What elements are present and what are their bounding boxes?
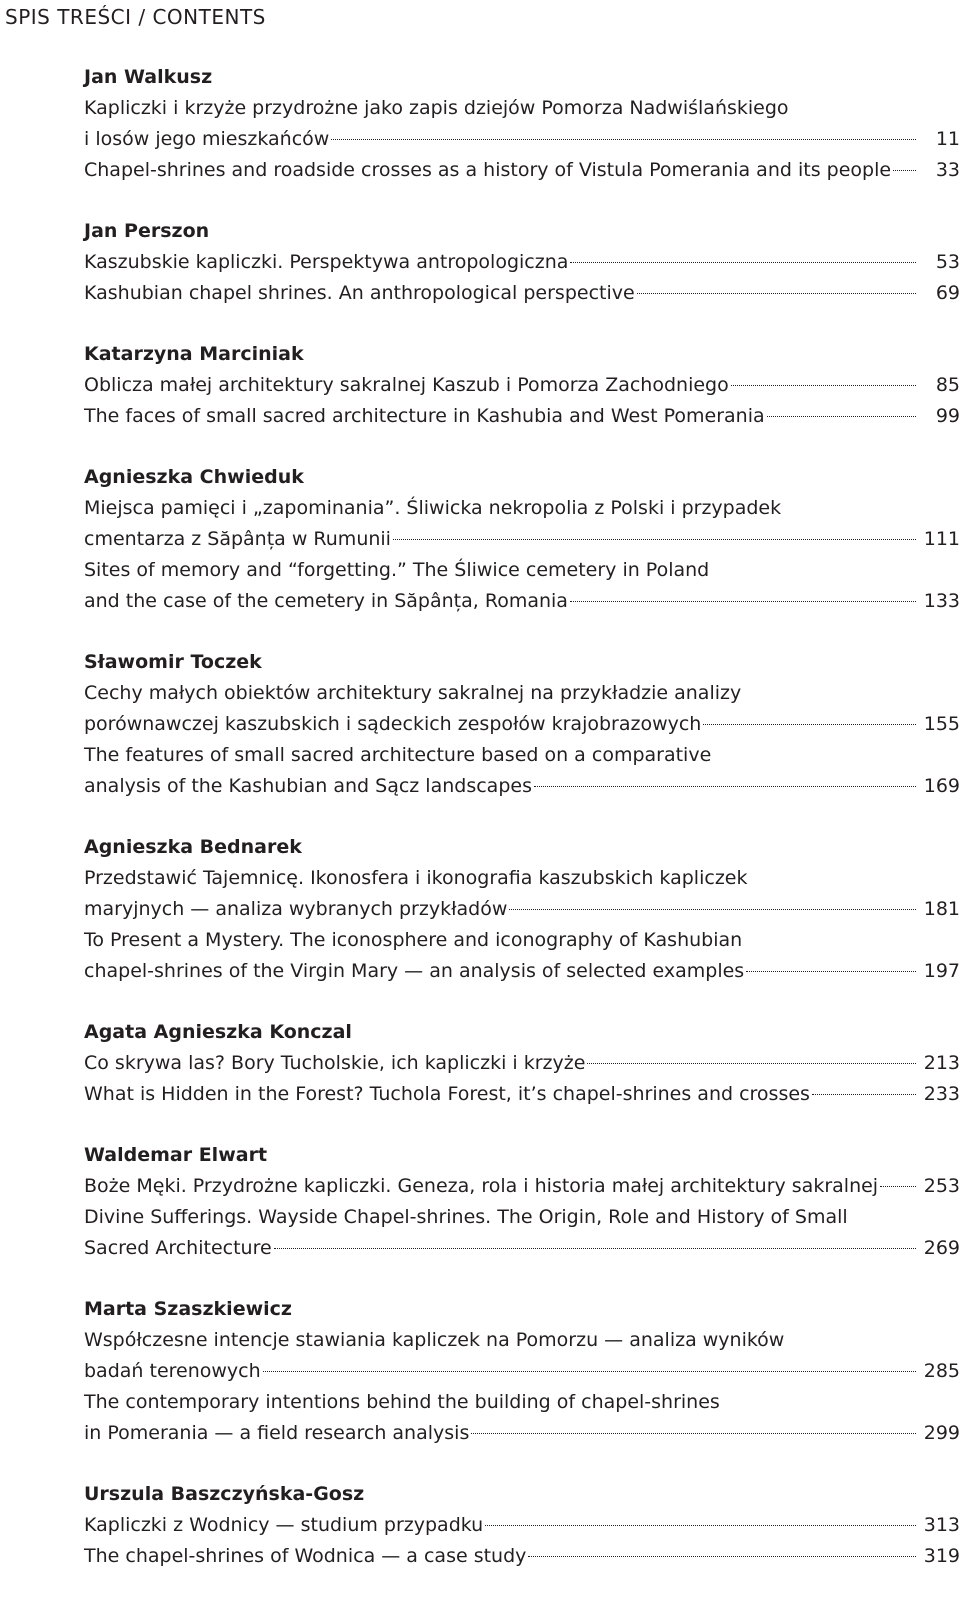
entry-title-text: analysis of the Kashubian and Sącz landscapes [84, 775, 532, 797]
page-number: 233 [923, 1083, 960, 1105]
toc-entry[interactable] [84, 1204, 960, 1266]
toc-section [84, 649, 960, 804]
author-name: Waldemar Elwart [84, 1144, 268, 1166]
entry-title-line [84, 865, 960, 896]
entry-title-text: The features of small sacred architecture based on a comparative [84, 744, 712, 766]
toc-entry[interactable] [84, 1050, 960, 1081]
entry-title-line [84, 680, 960, 711]
dot-leader [471, 1433, 916, 1434]
page-number: 85 [935, 374, 960, 396]
toc-section [84, 1481, 960, 1574]
dot-leader [812, 1094, 916, 1095]
page-number: 155 [923, 713, 960, 735]
toc-entry[interactable] [84, 372, 960, 403]
dot-leader [393, 539, 916, 540]
dot-leader [528, 1556, 916, 1557]
toc-section [84, 1142, 960, 1266]
entry-title-line [84, 95, 960, 126]
entry-title-line [84, 1327, 960, 1358]
entry-title-text: Współczesne intencje stawiania kapliczek na Pomorzu — analiza wyników [84, 1329, 785, 1351]
toc-section [84, 464, 960, 619]
dot-leader [570, 262, 916, 263]
entry-title-line [84, 1081, 960, 1112]
entry-title-line [84, 711, 960, 742]
entry-title-text: Sites of memory and “forgetting.” The Śliwice cemetery in Poland [84, 559, 710, 581]
toc-section [84, 1296, 960, 1451]
dot-leader [263, 1371, 916, 1372]
page-header: SPIS TREŚCI / CONTENTS [5, 5, 266, 29]
entry-title-line [84, 372, 960, 403]
toc-entry[interactable] [84, 280, 960, 311]
author-name: Marta Szaszkiewicz [84, 1298, 292, 1320]
entry-title-line [84, 157, 960, 188]
entry-title-text: Co skrywa las? Bory Tucholskie, ich kapliczki i krzyże [84, 1052, 586, 1074]
dot-leader [637, 293, 916, 294]
page-number: 299 [923, 1422, 960, 1444]
entry-title-text: The contemporary intentions behind the building of chapel-shrines [84, 1391, 720, 1413]
dot-leader [274, 1248, 916, 1249]
entry-title-line [84, 1235, 960, 1266]
page-number: 181 [923, 898, 960, 920]
toc-entry[interactable] [84, 1327, 960, 1389]
entry-title-line [84, 495, 960, 526]
entry-title-text: Przedstawić Tajemnicę. Ikonosfera i ikonografia kaszubskich kapliczek [84, 867, 748, 889]
dot-leader [534, 786, 916, 787]
entry-title-text: To Present a Mystery. The iconosphere and iconography of Kashubian [84, 929, 743, 951]
author-name: Agnieszka Bednarek [84, 836, 302, 858]
dot-leader [746, 971, 916, 972]
entry-title-text: Chapel-shrines and roadside crosses as a history of Vistula Pomerania and its people [84, 159, 892, 181]
page-number: 33 [935, 159, 960, 181]
page-number: 197 [923, 960, 960, 982]
toc-entry[interactable] [84, 557, 960, 619]
author-name: Agata Agnieszka Konczal [84, 1021, 352, 1043]
dot-leader [880, 1186, 916, 1187]
page-number: 133 [923, 590, 960, 612]
entry-title-line [84, 1420, 960, 1451]
dot-leader [731, 385, 916, 386]
dot-leader [587, 1063, 916, 1064]
entry-title-text: in Pomerania — a field research analysis [84, 1422, 470, 1444]
page-number: 111 [923, 528, 960, 550]
entry-title-text: Oblicza małej architektury sakralnej Kaszub i Pomorza Zachodniego [84, 374, 729, 396]
toc-entry[interactable] [84, 680, 960, 742]
entry-title-line [84, 126, 960, 157]
toc-entry[interactable] [84, 927, 960, 989]
author-name: Katarzyna Marciniak [84, 343, 304, 365]
page-number: 99 [935, 405, 960, 427]
entry-title-text: badań terenowych [84, 1360, 261, 1382]
entry-title-line [84, 280, 960, 311]
toc-section [84, 64, 960, 188]
dot-leader [570, 601, 916, 602]
toc-section [84, 218, 960, 311]
toc-entry[interactable] [84, 742, 960, 804]
entry-title-text: The chapel-shrines of Wodnica — a case study [84, 1545, 527, 1567]
entry-title-text: Kashubian chapel shrines. An anthropological perspective [84, 282, 635, 304]
toc-section [84, 1019, 960, 1112]
entry-title-text: i losów jego mieszkańców [84, 128, 330, 150]
entry-title-text: Miejsca pamięci i „zapominania”. Śliwicka nekropolia z Polski i przypadek [84, 497, 782, 519]
toc-section [84, 341, 960, 434]
toc-entry[interactable] [84, 1543, 960, 1574]
entry-title-line [84, 557, 960, 588]
entry-title-text: maryjnych — analiza wybranych przykładów [84, 898, 508, 920]
entry-title-line [84, 896, 960, 927]
entry-title-line [84, 1543, 960, 1574]
toc-entry[interactable] [84, 865, 960, 927]
dot-leader [767, 416, 916, 417]
entry-title-text: Kaszubskie kapliczki. Perspektywa antropologiczna [84, 251, 569, 273]
page-number: 69 [935, 282, 960, 304]
entry-title-text: Cechy małych obiektów architektury sakralnej na przykładzie analizy [84, 682, 742, 704]
entry-title-line [84, 1204, 960, 1235]
page-number: 53 [935, 251, 960, 273]
page-number: 11 [935, 128, 960, 150]
entry-title-line [84, 403, 960, 434]
page-number: 213 [923, 1052, 960, 1074]
entry-title-line [84, 526, 960, 557]
entry-title-text: and the case of the cemetery in Săpânța, Romania [84, 590, 568, 612]
entry-title-text: Boże Męki. Przydrożne kapliczki. Geneza, rola i historia małej architektury sakralnej [84, 1175, 879, 1197]
dot-leader [893, 170, 916, 171]
entry-title-line [84, 588, 960, 619]
toc-entry[interactable] [84, 495, 960, 557]
dot-leader [703, 724, 916, 725]
entry-title-line [84, 742, 960, 773]
page-number: 253 [923, 1175, 960, 1197]
toc-entry[interactable] [84, 95, 960, 157]
toc-entry[interactable] [84, 1512, 960, 1543]
entry-title-text: Sacred Architecture [84, 1237, 272, 1259]
page-number: 285 [923, 1360, 960, 1382]
table-of-contents [84, 64, 960, 1604]
page-number: 169 [923, 775, 960, 797]
entry-title-line [84, 773, 960, 804]
entry-title-text: The faces of small sacred architecture in Kashubia and West Pomerania [84, 405, 765, 427]
entry-title-text: cmentarza z Săpânța w Rumunii [84, 528, 391, 550]
author-name: Jan Perszon [84, 220, 210, 242]
author-name: Agnieszka Chwieduk [84, 466, 304, 488]
entry-title-text: What is Hidden in the Forest? Tuchola Forest, it’s chapel-shrines and crosses [84, 1083, 810, 1105]
toc-entry[interactable] [84, 1081, 960, 1112]
entry-title-line [84, 927, 960, 958]
entry-title-text: chapel-shrines of the Virgin Mary — an analysis of selected examples [84, 960, 745, 982]
entry-title-text: Kapliczki i krzyże przydrożne jako zapis dziejów Pomorza Nadwiślańskiego [84, 97, 789, 119]
entry-title-line [84, 1512, 960, 1543]
entry-title-line [84, 249, 960, 280]
page-number: 269 [923, 1237, 960, 1259]
entry-title-line [84, 1389, 960, 1420]
toc-entry[interactable] [84, 249, 960, 280]
toc-section [84, 834, 960, 989]
page-number: 319 [923, 1545, 960, 1567]
author-name: Sławomir Toczek [84, 651, 262, 673]
page-number: 313 [923, 1514, 960, 1536]
dot-leader [331, 139, 916, 140]
author-name: Urszula Baszczyńska-Gosz [84, 1483, 365, 1505]
entry-title-text: porównawczej kaszubskich i sądeckich zespołów krajobrazowych [84, 713, 702, 735]
entry-title-line [84, 1358, 960, 1389]
toc-entry[interactable] [84, 1173, 960, 1204]
entry-title-text: Divine Sufferings. Wayside Chapel-shrines. The Origin, Role and History of Small [84, 1206, 848, 1228]
toc-entry[interactable] [84, 1389, 960, 1451]
author-name: Jan Walkusz [84, 66, 213, 88]
entry-title-line [84, 1173, 960, 1204]
entry-title-text: Kapliczki z Wodnicy — studium przypadku [84, 1514, 484, 1536]
entry-title-line [84, 1050, 960, 1081]
toc-entry[interactable] [84, 157, 960, 188]
entry-title-line [84, 958, 960, 989]
toc-entry[interactable] [84, 403, 960, 434]
dot-leader [485, 1525, 916, 1526]
dot-leader [509, 909, 916, 910]
